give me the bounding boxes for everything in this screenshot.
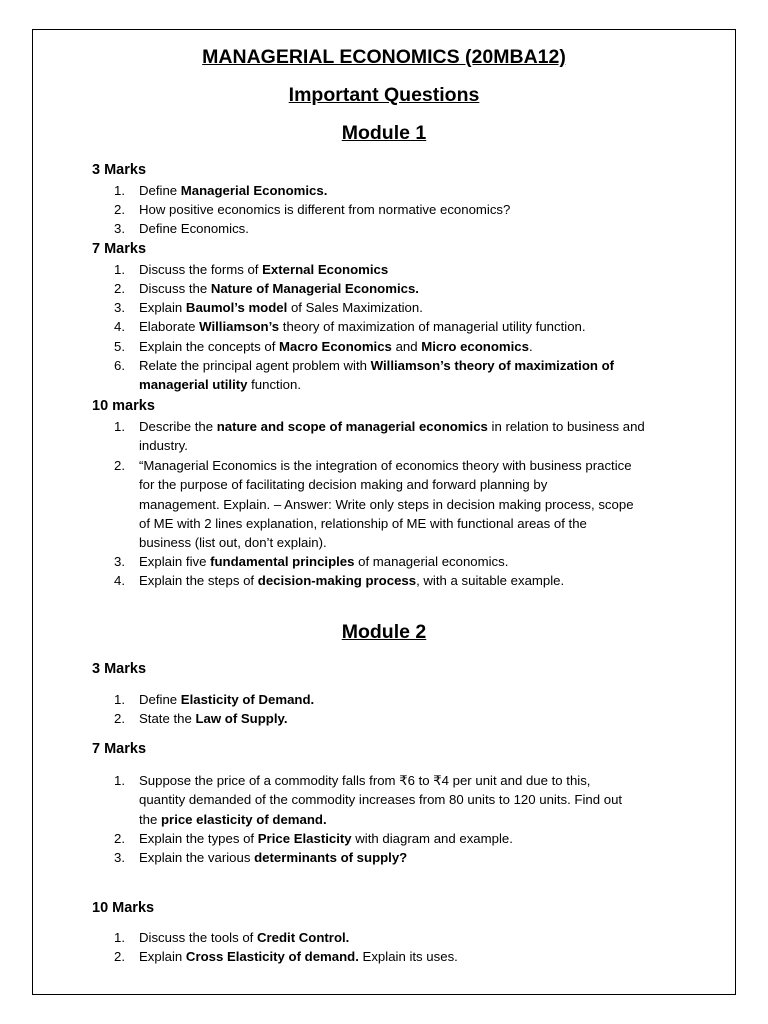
module-1-title: Module 1 [341, 122, 427, 144]
item-text-run: of managerial economics. [354, 554, 509, 569]
item-text-bold: Nature of Managerial Economics. [210, 281, 419, 296]
item-text-run: “Managerial Economics is the integration of economics theory with business practice for the purpose of facilitating decision making and forward planning by management. Explain. – Answer: Write only steps in decision making process, scope of ME with 2 lines explanation, relationship of ME with functional areas of the business (list out, don’t explain). [139, 458, 634, 551]
item-text-run: Discuss the [139, 281, 211, 296]
item-text [139, 337, 699, 356]
item-number: 3. [114, 850, 125, 865]
item-text-bold: Credit Control. [257, 930, 350, 945]
item-text-bold: Elasticity of Demand. [180, 692, 315, 707]
item-text-bold: Macro Economics [279, 339, 392, 354]
item-text-bold: Williamson’s [199, 319, 280, 334]
item-text-run: function. [247, 377, 301, 393]
item-text-bold: Baumol’s model [185, 300, 288, 315]
item-text-run: Explain the concepts of [139, 339, 280, 354]
item-text-run: Explain its uses. [358, 949, 458, 964]
item-text-run: Explain the various [139, 850, 255, 865]
item-text-run: Explain the steps of [139, 573, 258, 588]
item-text [139, 571, 699, 590]
module-2-title: Module 2 [341, 621, 427, 643]
course-title: MANAGERIAL ECONOMICS (20MBA12) [202, 46, 566, 68]
item-text [139, 298, 699, 317]
item-text [139, 356, 699, 395]
item-text [139, 947, 699, 966]
item-number: 3. [114, 300, 125, 315]
item-text-bold: Cross Elasticity of demand. [185, 949, 359, 964]
item-number: 1. [114, 262, 125, 277]
item-text-bold: fundamental principles [210, 554, 355, 569]
item-text [139, 219, 699, 238]
item-text-run: Discuss the tools of [139, 930, 258, 945]
item-text-run: of Sales Maximization. [287, 300, 423, 315]
item-text [139, 552, 699, 571]
item-number: 2. [114, 281, 125, 296]
item-number: 1. [114, 419, 125, 434]
item-text-bold: Price Elasticity [257, 831, 352, 846]
item-text-run: Elaborate [139, 319, 200, 334]
item-number: 2. [114, 831, 125, 846]
item-text-run: with diagram and example. [351, 831, 513, 846]
item-text-run: in relation to business and industry. [139, 419, 645, 454]
item-number: 1. [114, 930, 125, 945]
item-text-bold: Micro economics [421, 339, 529, 354]
item-text [139, 848, 699, 867]
item-text [139, 829, 699, 848]
item-text-run: Explain [139, 949, 186, 964]
item-text-bold: Managerial Economics. [180, 183, 328, 198]
module-1-7-marks-heading: 7 Marks [92, 241, 147, 257]
item-text-run: , with a suitable example. [416, 573, 565, 588]
item-text-run: Explain five [139, 554, 211, 569]
item-text [139, 200, 699, 219]
item-number: 4. [114, 573, 125, 588]
module-2-3-marks-heading: 3 Marks [92, 661, 147, 677]
item-number: 5. [114, 339, 125, 354]
item-number: 2. [114, 711, 125, 726]
item-text [139, 260, 699, 279]
item-text-run: . [528, 339, 533, 354]
item-text [139, 690, 699, 709]
item-text-bold: nature and scope of managerial economics [216, 419, 488, 434]
item-text [139, 317, 699, 336]
module-1-3-marks-heading: 3 Marks [92, 162, 147, 178]
module-2-10-marks-heading: 10 Marks [92, 900, 155, 916]
item-text-bold: Williamson’s theory of maximization of managerial utility [139, 358, 615, 393]
item-number: 1. [114, 692, 125, 707]
item-text [139, 709, 699, 728]
item-text-bold: External Economics [262, 262, 389, 277]
item-number: 6. [114, 358, 125, 373]
item-text-run: Relate the principal agent problem with [139, 358, 371, 373]
item-number: 3. [114, 221, 125, 236]
item-number: 1. [114, 183, 125, 198]
item-number: 3. [114, 554, 125, 569]
module-1-10-marks-heading: 10 marks [92, 398, 155, 414]
item-text-bold: decision-making process [257, 573, 417, 588]
item-text [139, 417, 699, 456]
item-text-run: Define Economics. [139, 221, 249, 236]
item-text-run: How positive economics is different from normative economics? [139, 202, 511, 217]
item-text [139, 456, 699, 552]
item-text-bold: price elasticity of demand. [161, 811, 327, 827]
item-text-run: theory of maximization of managerial utility function. [279, 319, 586, 334]
item-text-run: Explain the types of [139, 831, 258, 846]
item-text [139, 279, 699, 298]
page-subtitle: Important Questions [288, 84, 480, 106]
module-2-7-marks-heading: 7 Marks [92, 741, 147, 757]
item-text [139, 181, 699, 200]
item-number: 4. [114, 319, 125, 334]
item-number: 2. [114, 949, 125, 964]
item-text [139, 928, 699, 947]
item-number: 1. [114, 773, 125, 788]
item-text-bold: Law of Supply. [195, 711, 288, 726]
item-text-run: Define [139, 183, 181, 198]
item-text-run: Describe the [139, 419, 217, 434]
item-text-run: Suppose the price of a commodity falls from ₹6 to ₹4 per unit and due to this, quantity demanded of the commodity increases from 80 units to 120 units. Find out the [139, 773, 623, 827]
item-text-run: Define [139, 692, 181, 707]
item-text [139, 771, 699, 829]
item-text-run: Discuss the forms of [139, 262, 263, 277]
item-text-run: State the [139, 711, 196, 726]
item-text-run: and [391, 339, 422, 354]
item-number: 2. [114, 202, 125, 217]
item-text-bold: determinants of supply? [254, 850, 408, 865]
item-text-run: Explain [139, 300, 186, 315]
item-number: 2. [114, 458, 125, 473]
